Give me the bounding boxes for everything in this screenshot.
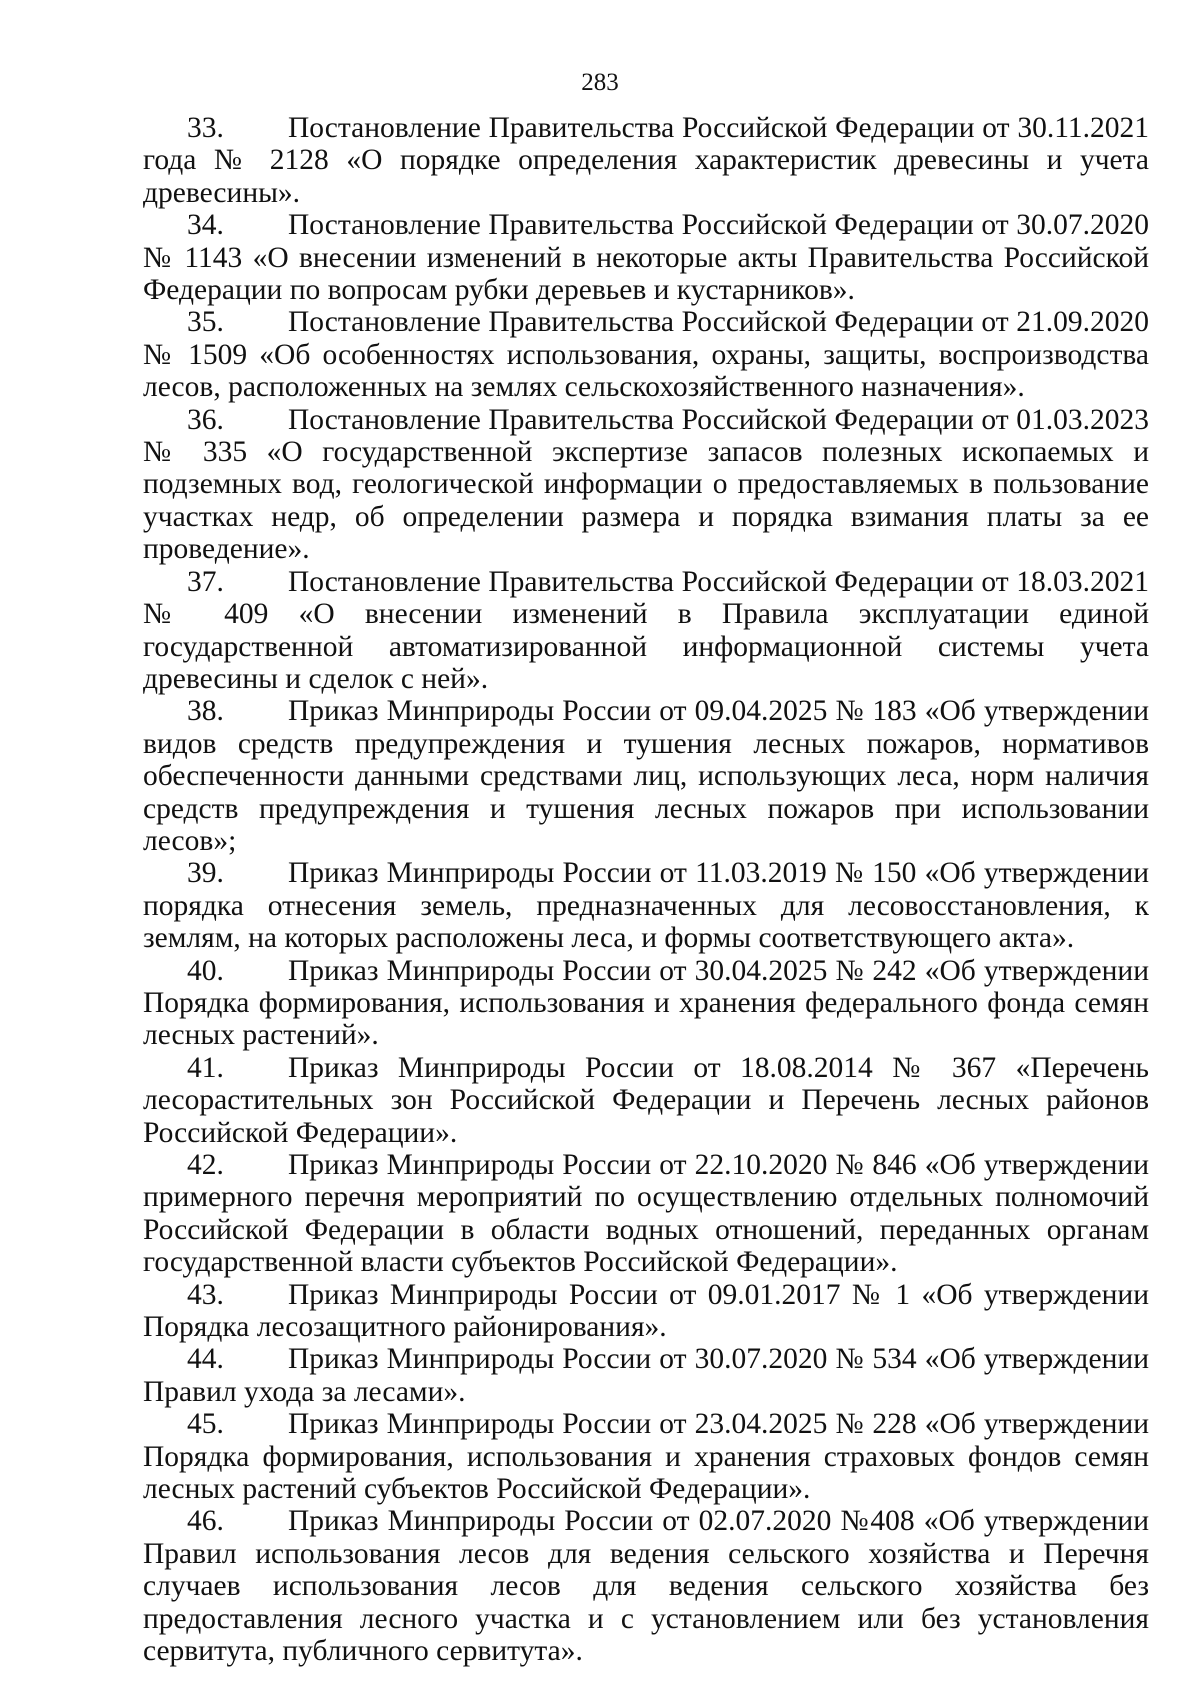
item-number: 42. (187, 1149, 224, 1181)
list-item (143, 1505, 1149, 1667)
list-item (143, 209, 1149, 306)
list-item (143, 112, 1149, 209)
item-text: Постановление Правительства Российской Федерации от 30.11.2021 года № 2128 «О порядке определения характеристик древесины и учета древесины». (143, 112, 1149, 209)
list-item (143, 1343, 1149, 1408)
list-item (143, 1052, 1149, 1149)
item-number: 44. (187, 1343, 224, 1376)
document-body (143, 112, 1149, 1668)
item-text: Постановление Правительства Российской Федерации от 30.07.2020 № 1143 «О внесении изменений в некоторые акты Правительства Российской Федерации по вопросам рубки деревьев и кустарников». (143, 209, 1149, 307)
page-number: 283 (581, 69, 619, 96)
item-text: Постановление Правительства Российской Федерации от 21.09.2020 № 1509 «Об особенностях использования, охраны, защиты, воспроизводства лесов, расположенных на землях сельскохозяйственного назначения». (143, 306, 1149, 404)
item-number: 46. (187, 1505, 224, 1538)
list-item (143, 306, 1149, 403)
item-number: 39. (187, 857, 224, 890)
list-item (143, 404, 1149, 566)
item-number: 41. (187, 1051, 224, 1084)
item-number: 34. (187, 209, 224, 242)
item-text: Приказ Минприроды России от 02.07.2020 №408 «Об утверждении Правил использования лесов для ведения сельского хозяйства и Перечня случаев использования лесов для ведения сельского хозяйства без предоставления лесного участка и с установлением или без установления сервитута, публичного сервитута». (143, 1505, 1149, 1668)
item-number: 43. (187, 1278, 224, 1311)
item-number: 37. (187, 565, 224, 598)
item-number: 38. (187, 695, 224, 728)
item-text: Приказ Минприроды России от 23.04.2025 № 228 «Об утверждении Порядка формирования, использования и хранения страховых фондов семян лесных растений субъектов Российской Федерации». (143, 1408, 1149, 1506)
item-number: 45. (187, 1408, 224, 1441)
item-number: 35. (187, 306, 224, 339)
item-text: Приказ Минприроды России от 30.07.2020 № 534 «Об утверждении Правил ухода за лесами». (143, 1343, 1149, 1408)
list-item (143, 955, 1149, 1052)
list-item (143, 1149, 1149, 1279)
item-text: Постановление Правительства Российской Федерации от 18.03.2021 № 409 «О внесении изменений в Правила эксплуатации единой государственной автоматизированной информационной системы учета древесины и сделок с ней». (143, 565, 1149, 695)
list-item (143, 566, 1149, 696)
item-text: Приказ Минприроды России от 09.01.2017 № 1 «Об утверждении Порядка лесозащитного районирования». (143, 1278, 1149, 1344)
item-text: Постановление Правительства Российской Федерации от 01.03.2023 № 335 «О государственной экспертизе запасов полезных ископаемых и подземных вод, геологической информации о предоставляемых в пользование участках недр, об определении размера и порядка взимания платы за ее проведение». (143, 403, 1149, 566)
list-item (143, 1279, 1149, 1344)
list-item (143, 1408, 1149, 1505)
item-number: 40. (187, 954, 224, 987)
list-item (143, 695, 1149, 857)
item-text: Приказ Минприроды России от 09.04.2025 № 183 «Об утверждении видов средств предупреждения и тушения лесных пожаров, нормативов обеспеченности данными средствами лиц, использующих леса, норм наличия средств предупреждения и тушения лесных пожаров при использовании лесов»; (143, 695, 1149, 857)
item-number: 33. (187, 112, 224, 144)
item-text: Приказ Минприроды России от 11.03.2019 № 150 «Об утверждении порядка отнесения земель, предназначенных для лесовосстановления, к землям, на которых расположены леса, и формы соответствующего акта». (143, 857, 1149, 955)
list-item (143, 857, 1149, 954)
item-text: Приказ Минприроды России от 30.04.2025 № 242 «Об утверждении Порядка формирования, использования и хранения федерального фонда семян лесных растений». (143, 954, 1149, 1052)
item-text: Приказ Минприроды России от 22.10.2020 № 846 «Об утверждении примерного перечня мероприятий по осуществлению отдельных полномочий Российской Федерации в области водных отношений, переданных органам государственной власти субъектов Российской Федерации». (143, 1149, 1149, 1279)
item-number: 36. (187, 403, 224, 436)
item-text: Приказ Минприроды России от 18.08.2014 № 367 «Перечень лесорастительных зон Российской Федерации и Перечень лесных районов Российской Федерации». (143, 1051, 1149, 1149)
